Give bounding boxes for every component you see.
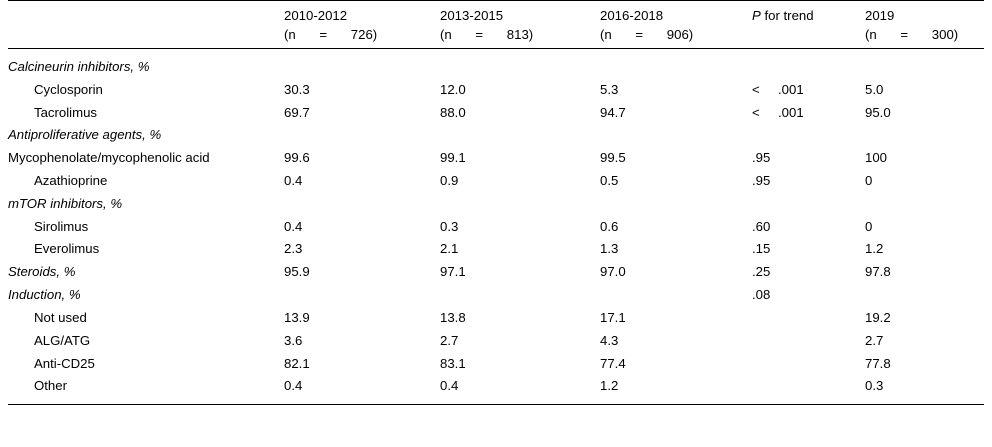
row-value-2: 0.9	[440, 173, 459, 189]
row-value-4: 0	[865, 173, 873, 189]
row-value-1	[284, 284, 440, 307]
row-label: Antiproliferative agents, %	[8, 127, 162, 143]
column-header-period-1-n: (n = 726)	[284, 26, 378, 42]
row-p-value	[752, 192, 865, 215]
immunosuppression-table	[8, 0, 984, 405]
table-row	[8, 192, 984, 215]
less-than-sign: <	[752, 81, 760, 97]
row-p-value	[752, 124, 865, 147]
row-value-1: 95.9	[284, 264, 310, 280]
column-header-period-3-n: (n = 906)	[600, 26, 694, 42]
row-value-4: 2.7	[865, 332, 884, 348]
row-label: Induction, %	[8, 287, 81, 303]
row-value-3: 4.3	[600, 332, 619, 348]
row-label: Cyclosporin	[34, 81, 103, 97]
row-value-4	[865, 192, 984, 215]
column-header-period-4-years: 2019	[865, 8, 895, 23]
row-value-2: 12.0	[440, 81, 466, 97]
table-row	[8, 375, 984, 398]
row-value-2: 2.7	[440, 332, 459, 348]
column-header-period-2-n: (n = 813)	[440, 26, 534, 42]
column-header-p-for-trend	[752, 1, 865, 49]
column-header-period-3	[600, 1, 752, 49]
row-value-4	[865, 124, 984, 147]
row-value-3: 1.3	[600, 241, 619, 257]
row-value-1: 30.3	[284, 81, 310, 97]
row-p-number: .001	[778, 104, 804, 120]
row-label: Not used	[34, 309, 87, 325]
column-header-period-2	[440, 1, 600, 49]
row-label: Other	[34, 378, 67, 394]
row-label: Everolimus	[34, 241, 100, 257]
row-p-value: .25	[752, 264, 771, 280]
column-header-period-1-years: 2010-2012	[284, 8, 348, 23]
column-header-period-4-n: (n = 300)	[865, 26, 959, 42]
table-row	[8, 306, 984, 329]
row-value-3: 0.5	[600, 173, 619, 189]
row-p-value: .60	[752, 218, 771, 234]
row-value-1: 3.6	[284, 332, 303, 348]
row-value-3: 0.6	[600, 218, 619, 234]
row-p-value	[752, 352, 865, 375]
row-value-4: 100	[865, 150, 888, 166]
table-row	[8, 215, 984, 238]
row-p-number: .001	[778, 81, 804, 97]
table-row	[8, 55, 984, 78]
row-value-3: 94.7	[600, 104, 626, 120]
row-p-value: .08	[752, 287, 771, 303]
row-value-3: 99.5	[600, 150, 626, 166]
row-value-4: 19.2	[865, 309, 891, 325]
row-label: Anti-CD25	[34, 355, 95, 371]
row-value-2: 88.0	[440, 104, 466, 120]
row-value-2	[440, 55, 600, 78]
row-value-1: 0.4	[284, 173, 303, 189]
table-row	[8, 284, 984, 307]
row-value-1	[284, 192, 440, 215]
column-header-p-for-trend-text: P for trend	[752, 8, 814, 23]
table-row	[8, 170, 984, 193]
table-body	[8, 49, 984, 404]
row-value-3: 97.0	[600, 264, 626, 280]
row-value-3: 5.3	[600, 81, 619, 97]
row-value-1: 0.4	[284, 218, 303, 234]
table-header	[8, 1, 984, 49]
less-than-sign: <	[752, 104, 760, 120]
table-row	[8, 101, 984, 124]
row-value-1: 69.7	[284, 104, 310, 120]
table-row	[8, 352, 984, 375]
row-value-2	[440, 124, 600, 147]
row-value-3: 17.1	[600, 309, 626, 325]
row-label: Steroids, %	[8, 264, 76, 280]
row-value-4: 5.0	[865, 81, 884, 97]
row-value-2	[440, 192, 600, 215]
table-row	[8, 238, 984, 261]
row-value-1	[284, 55, 440, 78]
row-value-1	[284, 124, 440, 147]
spacer	[8, 398, 984, 405]
row-value-4: 0.3	[865, 378, 884, 394]
row-label: ALG/ATG	[34, 332, 91, 348]
row-value-3	[600, 284, 752, 307]
row-p-value: .15	[752, 241, 771, 257]
row-p-value	[752, 78, 865, 101]
row-value-3	[600, 124, 752, 147]
column-header-period-1	[284, 1, 440, 49]
column-header-period-2-years: 2013-2015	[440, 8, 504, 23]
row-value-1: 99.6	[284, 150, 310, 166]
row-value-4: 1.2	[865, 241, 884, 257]
row-value-2: 97.1	[440, 264, 466, 280]
row-value-2: 0.4	[440, 378, 459, 394]
row-value-2: 13.8	[440, 309, 466, 325]
row-value-4	[865, 55, 984, 78]
row-label: mTOR inhibitors, %	[8, 195, 123, 211]
row-label: Calcineurin inhibitors, %	[8, 58, 150, 74]
row-value-2: 2.1	[440, 241, 459, 257]
row-value-3	[600, 55, 752, 78]
header-row	[8, 1, 984, 49]
row-value-2: 83.1	[440, 355, 466, 371]
row-p-value	[752, 306, 865, 329]
row-value-3	[600, 192, 752, 215]
row-label: Azathioprine	[34, 173, 108, 189]
column-header-period-3-years: 2016-2018	[600, 8, 664, 23]
row-p-value	[752, 375, 865, 398]
table-row	[8, 329, 984, 352]
row-p-value: .95	[752, 173, 771, 189]
row-label: Sirolimus	[34, 218, 89, 234]
row-value-3: 77.4	[600, 355, 626, 371]
row-value-4: 0	[865, 218, 873, 234]
table-row	[8, 147, 984, 170]
row-value-3: 1.2	[600, 378, 619, 394]
column-header-label	[8, 1, 284, 49]
table-row	[8, 124, 984, 147]
row-value-1: 82.1	[284, 355, 310, 371]
row-value-4: 77.8	[865, 355, 891, 371]
row-value-4: 95.0	[865, 104, 891, 120]
row-value-2	[440, 284, 600, 307]
row-p-value	[752, 329, 865, 352]
row-value-4	[865, 284, 984, 307]
row-p-value	[752, 101, 865, 124]
row-p-value: .95	[752, 150, 771, 166]
row-value-1: 13.9	[284, 309, 310, 325]
row-value-4: 97.8	[865, 264, 891, 280]
row-label: Tacrolimus	[34, 104, 98, 120]
row-value-2: 99.1	[440, 150, 466, 166]
row-value-1: 0.4	[284, 378, 303, 394]
table-row	[8, 261, 984, 284]
row-label: Mycophenolate/mycophenolic acid	[8, 150, 210, 166]
column-header-period-4	[865, 1, 984, 49]
row-value-2: 0.3	[440, 218, 459, 234]
row-p-value	[752, 55, 865, 78]
row-value-1: 2.3	[284, 241, 303, 257]
table-row	[8, 78, 984, 101]
